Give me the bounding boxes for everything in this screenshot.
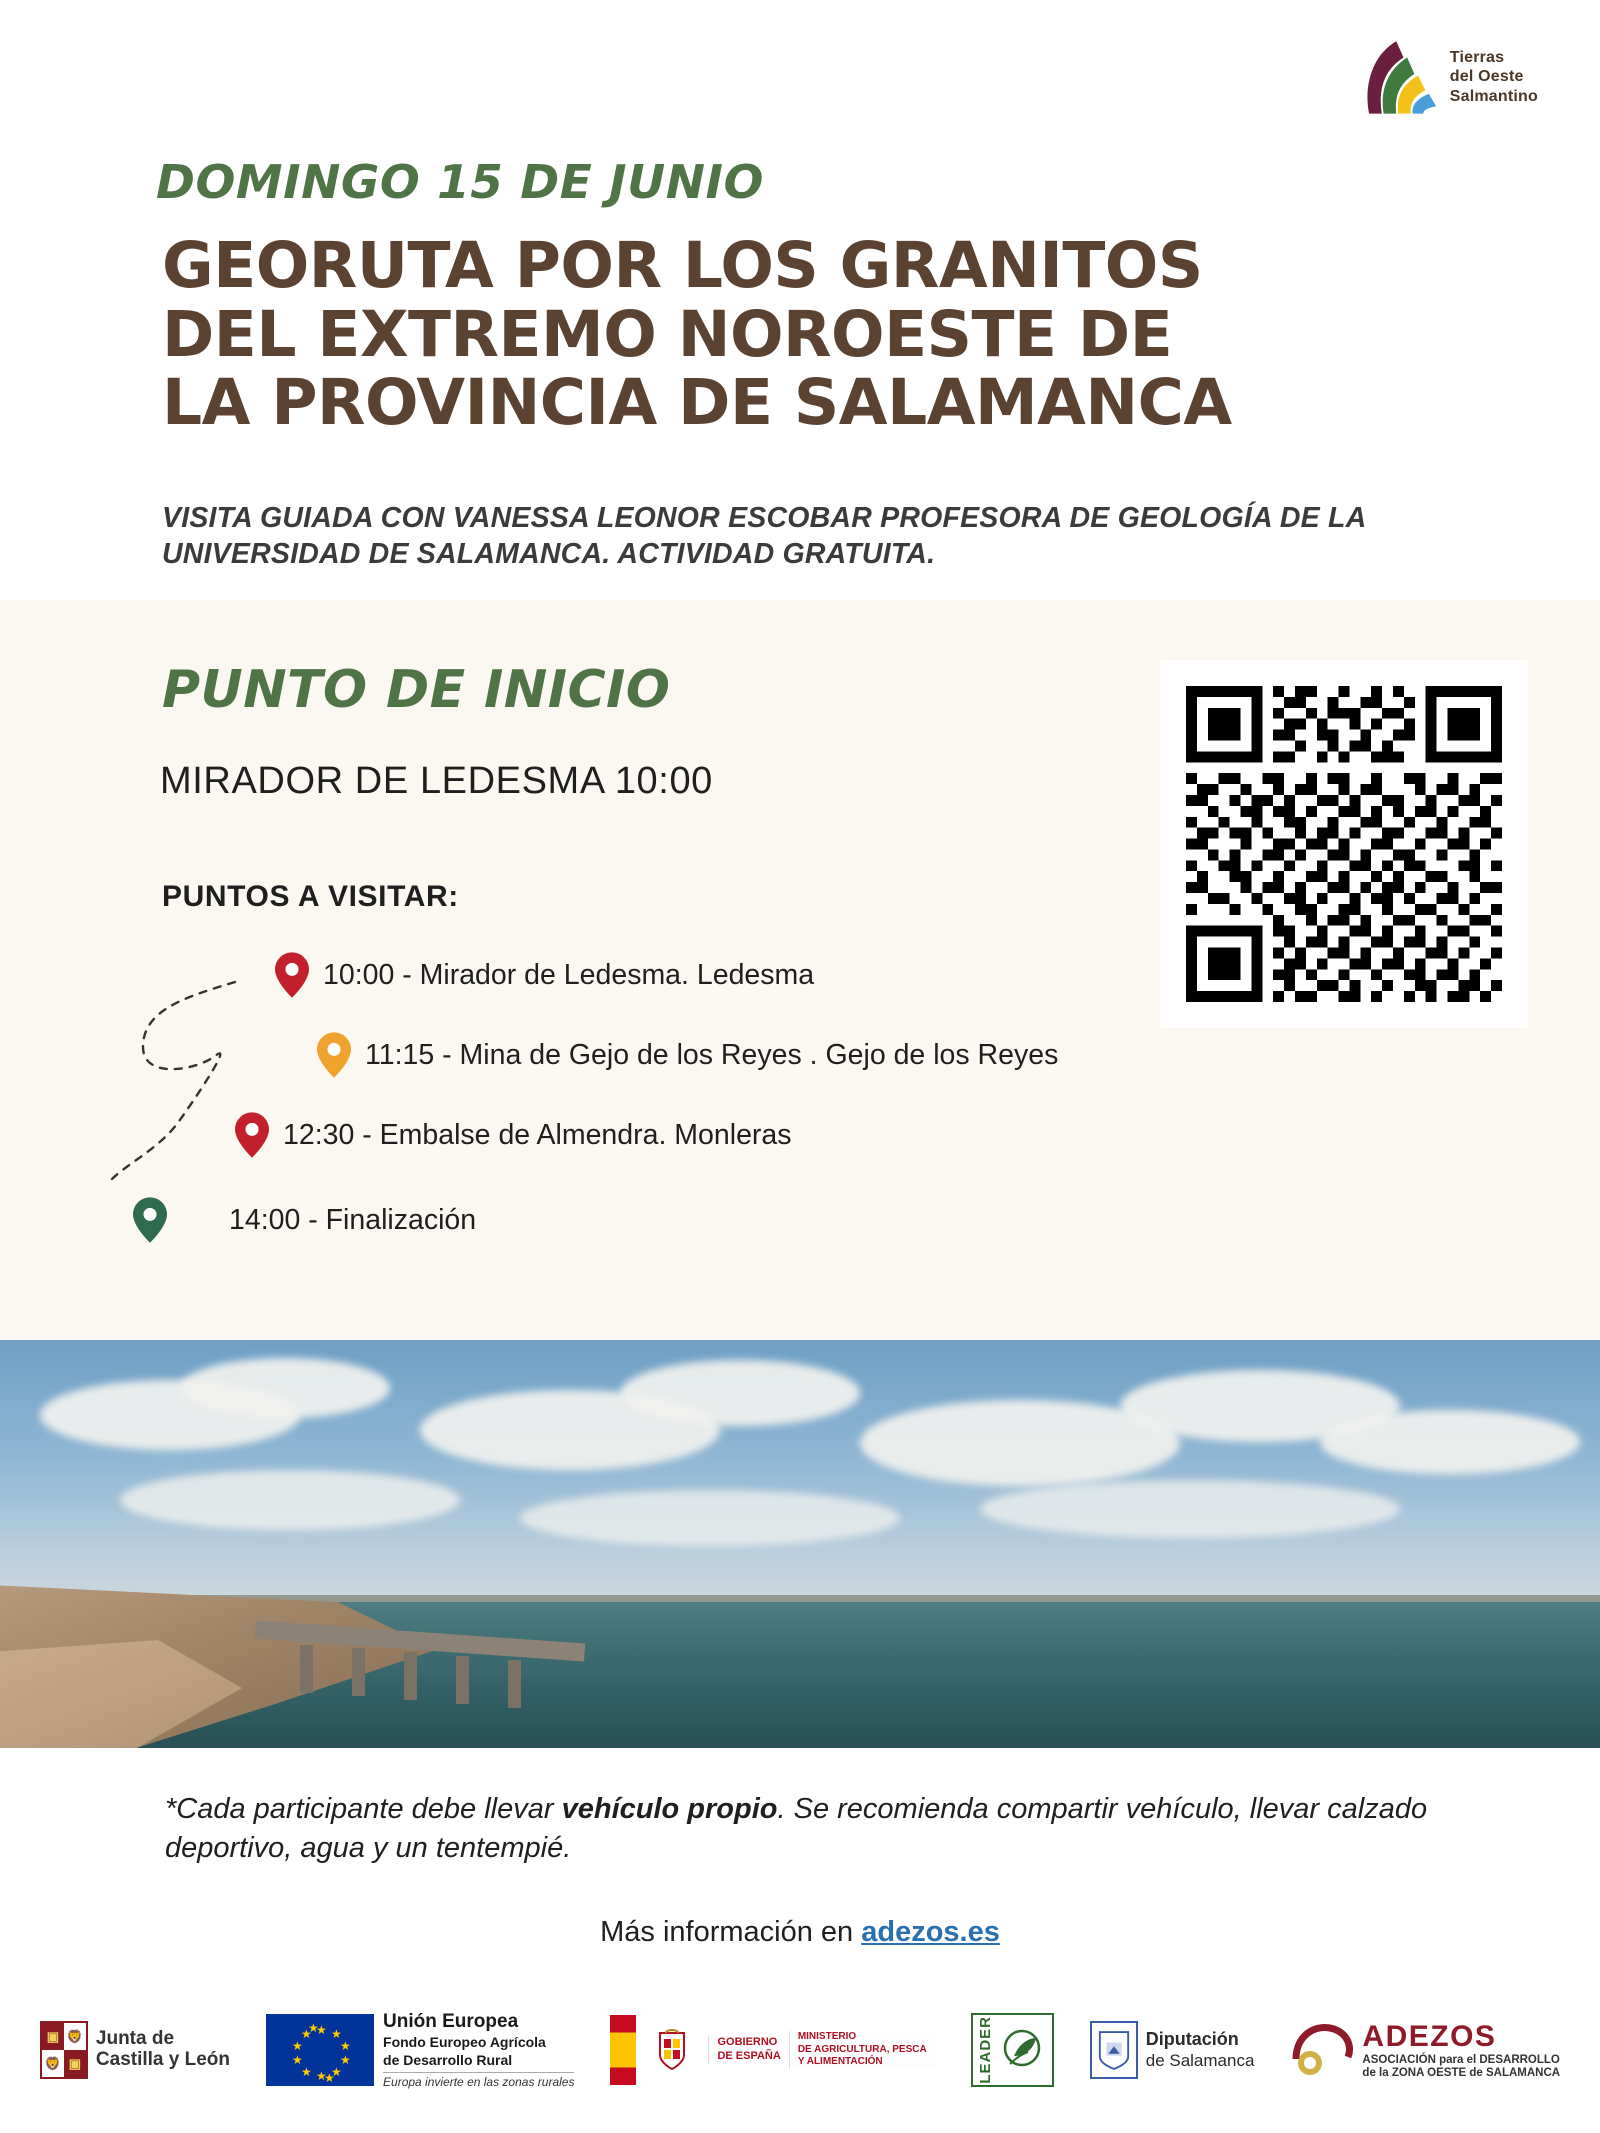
map-pin-icon xyxy=(133,1197,167,1243)
logo-diputacion-salamanca xyxy=(1090,2007,1255,2093)
spain-crest-icon xyxy=(644,2015,700,2085)
map-pin-icon xyxy=(235,1112,269,1158)
junta-line-1: Junta de xyxy=(95,2028,175,2050)
logo-junta-castilla-y-leon xyxy=(40,2007,230,2093)
map-pin-icon xyxy=(275,952,309,998)
more-info xyxy=(0,1916,1600,1949)
list-item xyxy=(133,1197,476,1243)
brand-line-2: del Oeste xyxy=(1449,68,1524,86)
stops-heading: PUNTOS A VISITAR: xyxy=(162,880,459,913)
stop-label: 10:00 - Mirador de Ledesma. Ledesma xyxy=(323,958,815,991)
diputacion-label xyxy=(1146,2029,1255,2071)
ministerio-line-1: MINISTERIO xyxy=(797,2031,857,2043)
qr-code[interactable] xyxy=(1160,660,1528,1028)
start-point-heading: PUNTO DE INICIO xyxy=(162,660,671,720)
start-point-place: MIRADOR DE LEDESMA 10:00 xyxy=(160,760,713,802)
subtitle: VISITA GUIADA CON VANESSA LEONOR ESCOBAR PROFESORA DE GEOLOGÍA DE LA UNIVERSIDAD DE SALAMANCA. ACTIVIDAD GRATUITA. xyxy=(162,502,1366,571)
eu-line-3: Europa invierte en las zonas rurales xyxy=(383,2072,574,2090)
map-pin-icon xyxy=(317,1032,351,1078)
qr-code-icon xyxy=(1186,686,1502,1002)
ministerio-line-2: DE AGRICULTURA, PESCA xyxy=(797,2043,927,2055)
reservoir-photo xyxy=(0,1340,1600,1748)
logo-adezos xyxy=(1290,2007,1560,2093)
title-line-2: DEL EXTREMO NOROESTE DE xyxy=(162,297,1173,371)
stop-label: 14:00 - Finalización xyxy=(229,1203,477,1236)
brand-line-1: Tierras xyxy=(1449,48,1505,66)
title-line-1: GEORUTA POR LOS GRANITOS xyxy=(162,229,1203,302)
shield-shape-icon xyxy=(1097,2029,1131,2071)
junta-label xyxy=(96,2029,230,2071)
spain-flag-icon xyxy=(610,2015,636,2085)
eu-line-2a: Fondo Europeo Agrícola xyxy=(383,2034,546,2051)
note-bold: vehículo propio xyxy=(561,1793,778,1825)
ministerio-line-3: Y ALIMENTACIÓN xyxy=(797,2056,883,2068)
brand-line-3: Salmantino xyxy=(1449,87,1538,105)
note-part-1: *Cada participante debe llevar xyxy=(165,1793,562,1825)
list-item xyxy=(275,952,814,998)
footer-logo-strip xyxy=(0,1990,1600,2110)
list-item xyxy=(235,1112,792,1158)
website-link[interactable]: adezos.es xyxy=(861,1916,1000,1948)
stop-label: 11:15 - Mina de Gejo de los Reyes . Gejo de los Reyes xyxy=(365,1038,1059,1071)
junta-line-2: Castilla y León xyxy=(95,2049,231,2070)
stops-list xyxy=(85,952,1185,1312)
more-info-text: Más información en xyxy=(600,1916,862,1948)
list-item xyxy=(317,1032,1058,1078)
diputacion-shield-icon xyxy=(1090,2021,1138,2079)
adezos-label xyxy=(1362,2020,1560,2079)
gobierno-labels xyxy=(708,2015,934,2085)
eu-flag-icon: ★ ★ ★ ★ ★ ★ ★ ★ ★ ★ ★ ★ xyxy=(266,2014,374,2086)
eu-label xyxy=(383,2010,574,2090)
leader-leaf-icon xyxy=(1000,2022,1044,2078)
castilla-leon-shield-icon: ▣ 🦁 🦁 ▣ xyxy=(40,2021,88,2079)
adezos-mark-icon xyxy=(1290,2019,1356,2081)
logo-leader xyxy=(971,2013,1054,2087)
ministerio-label xyxy=(789,2031,935,2069)
brand-logo xyxy=(1358,34,1538,120)
page-title xyxy=(162,229,1422,440)
note-part-2: . Se recomienda compartir vehículo, llevar calzado deportivo, agua y un tentempié. xyxy=(165,1793,1428,1864)
logo-gobierno-de-espana xyxy=(610,2015,934,2085)
adezos-name: ADEZOS xyxy=(1362,2020,1497,2054)
stop-label: 12:30 - Embalse de Almendra. Monleras xyxy=(283,1118,792,1151)
gobierno-line-1a: GOBIERNO xyxy=(717,2036,778,2049)
event-date-kicker: DOMINGO 15 DE JUNIO xyxy=(156,155,764,209)
logo-union-europea xyxy=(266,2007,574,2093)
leader-label: LEADER xyxy=(976,2016,994,2084)
gobierno-line-1b: DE ESPAÑA xyxy=(717,2050,781,2062)
brand-name xyxy=(1450,48,1538,107)
gobierno-label xyxy=(708,2036,788,2064)
crest-shape-icon xyxy=(652,2027,692,2073)
adezos-line-2: de la ZONA OESTE de SALAMANCA xyxy=(1362,2066,1561,2079)
diputacion-line-1: Diputación xyxy=(1145,2029,1239,2049)
eu-line-1: Unión Europea xyxy=(383,2010,519,2032)
eu-line-2b: de Desarrollo Rural xyxy=(383,2051,513,2068)
participation-note xyxy=(165,1790,1455,1867)
adezos-line-1: ASOCIACIÓN para el DESARROLLO xyxy=(1362,2053,1560,2066)
title-line-3: LA PROVINCIA DE SALAMANCA xyxy=(162,366,1232,440)
tierras-del-oeste-logo-icon xyxy=(1358,34,1440,120)
diputacion-line-2: de Salamanca xyxy=(1145,2050,1255,2070)
